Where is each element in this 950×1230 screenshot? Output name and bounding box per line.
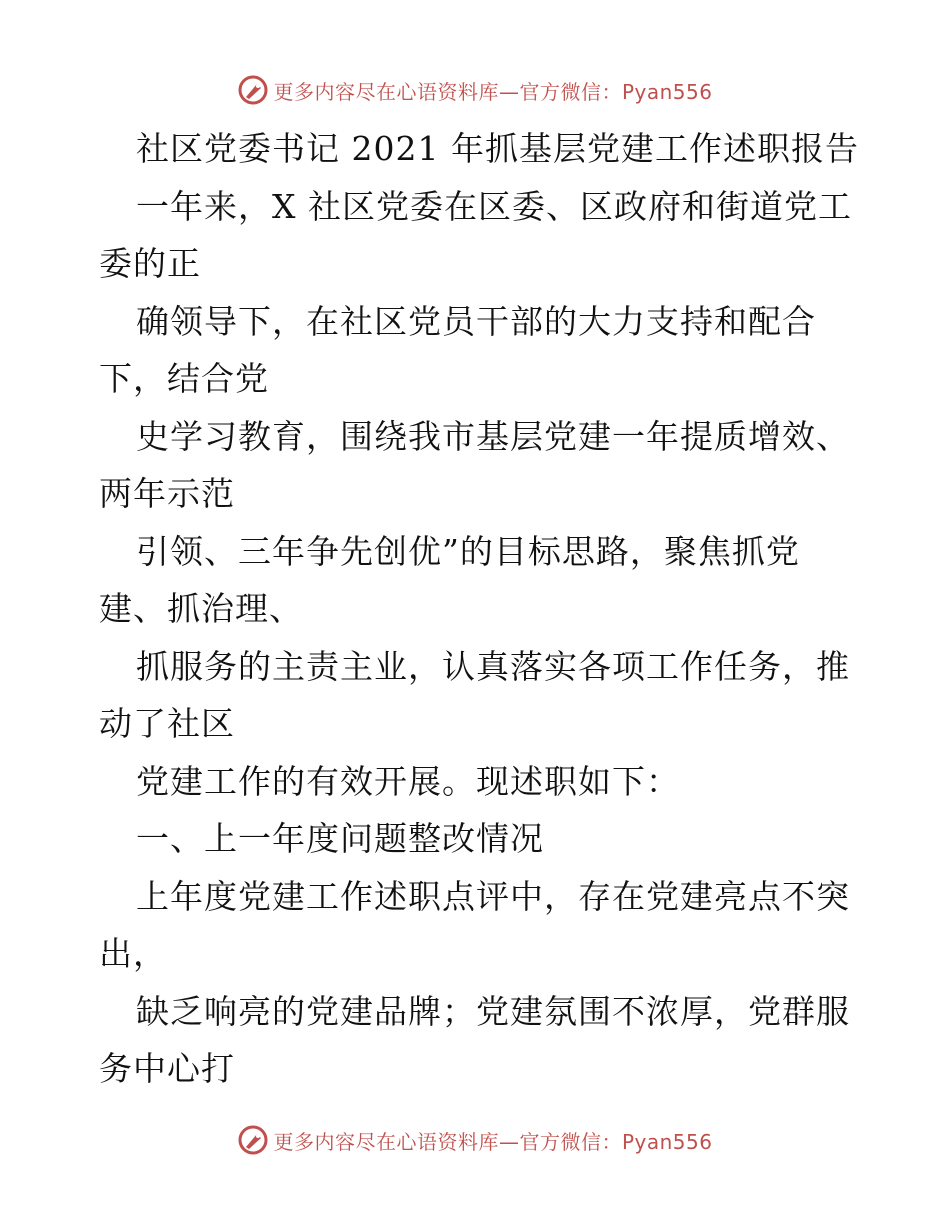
watermark-text: 更多内容尽在心语资料库—官方微信：Pyan556 [273,79,713,104]
paragraph-line: 两年示范 [99,474,235,513]
paragraph-line: 建、抓治理、 [99,589,303,628]
document-title: 社区党委书记 2021 年抓基层党建工作述职报告 [136,129,859,168]
pen-nib-seal-icon [237,1124,269,1156]
paragraph-line: 确领导下，在社区党员干部的大力支持和配合 [136,302,816,341]
paragraph-line: 引领、三年争先创优”的目标思路，聚焦抓党 [136,532,800,571]
paragraph-line: 抓服务的主责主业，认真落实各项工作任务，推 [136,647,850,686]
paragraph-line: 出， [99,934,167,973]
watermark-text: 更多内容尽在心语资料库—官方微信：Pyan556 [273,1129,713,1154]
pen-nib-seal-icon [237,74,269,106]
paragraph-line: 务中心打 [99,1049,235,1088]
section-heading: 一、上一年度问题整改情况 [136,819,544,858]
paragraph-line: 下，结合党 [99,359,269,398]
paragraph-line: 上年度党建工作述职点评中，存在党建亮点不突 [136,877,850,916]
watermark-banner-bottom [0,1120,950,1160]
paragraph-line: 史学习教育，围绕我市基层党建一年提质增效、 [136,417,850,456]
paragraph-line: 委的正 [99,244,201,283]
paragraph-line: 一年来，X 社区党委在区委、区政府和街道党工 [136,187,852,226]
watermark-banner-top [0,70,950,110]
paragraph-line: 党建工作的有效开展。现述职如下： [136,762,680,801]
paragraph-line: 缺乏响亮的党建品牌；党建氛围不浓厚，党群服 [136,992,850,1031]
paragraph-line: 动了社区 [99,704,235,743]
